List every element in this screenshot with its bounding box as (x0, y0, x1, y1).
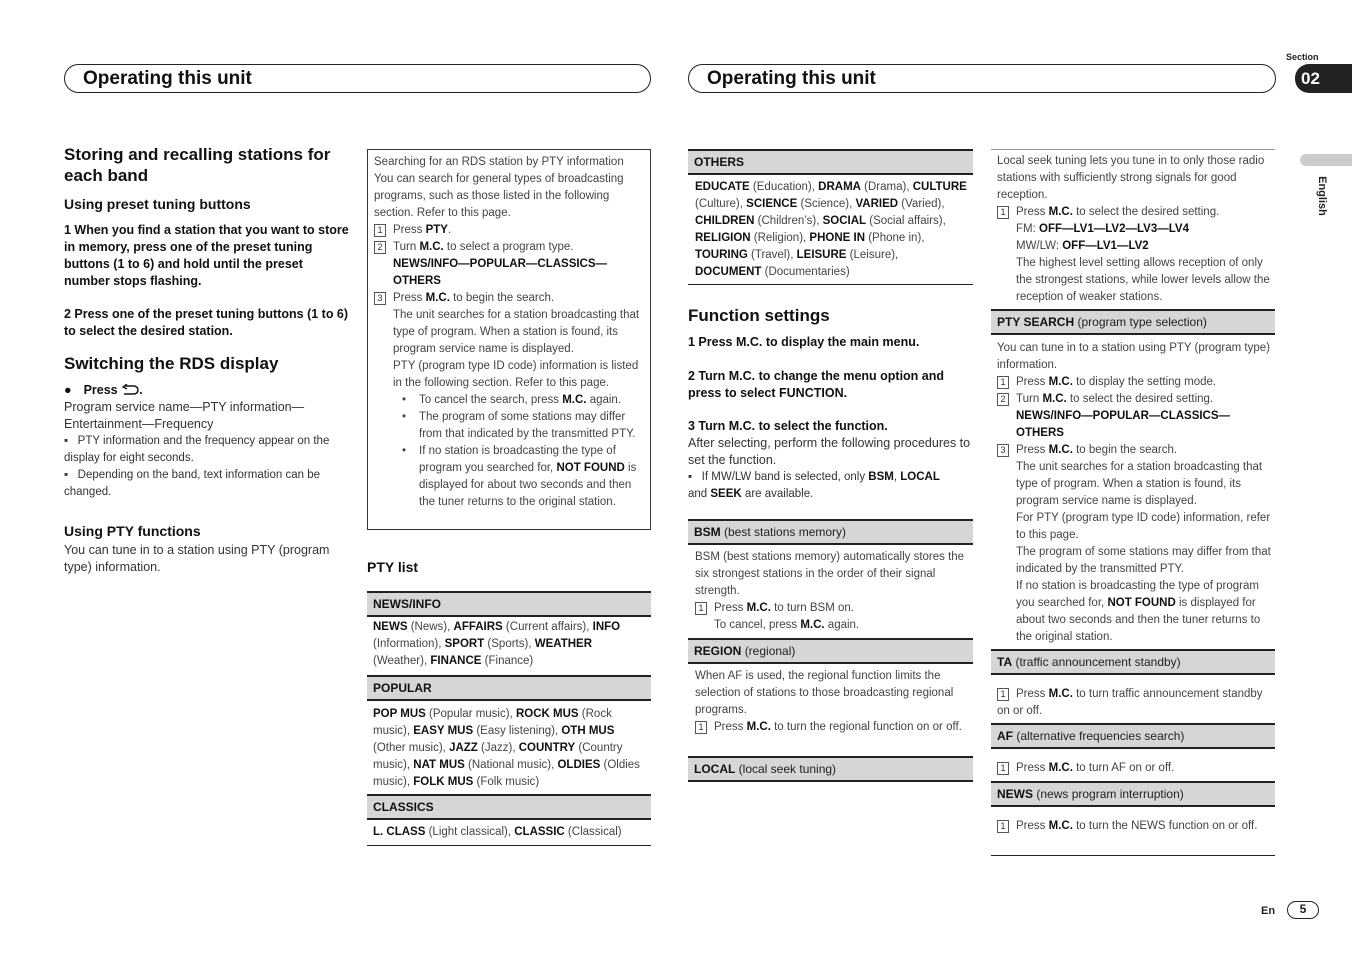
pty-news-list: NEWS (News), AFFAIRS (Current affairs), INFO (Information), SPORT (Sports), WEATHER (Weather), FINANCE (Finance) (373, 621, 621, 667)
box-step-3-desc: The unit searches for a station broadcasting that type of program. When a station is found, its program service name is displayed. (393, 309, 640, 355)
pty-description: Easy listening (480, 725, 552, 737)
pty-intro: You can tune in to a station using PTY (program type) information. (64, 543, 330, 574)
rds-sequence: Program service name—PTY information—Entertainment—Frequency (64, 400, 305, 431)
pty-description: News (414, 621, 444, 633)
local-section (997, 153, 1271, 306)
pty-code: RELIGION (695, 232, 751, 244)
step-1: 1 When you find a station that you want to store in memory, press one of the preset tuning buttons (1 to 6) and hold until the preset number stops flashing. (64, 223, 349, 288)
heading-storing: Storing and recalling stations for each band (64, 145, 331, 185)
pty-code: DRAMA (818, 181, 861, 193)
pty-code: SOCIAL (822, 215, 867, 227)
local-step-1: 1 Press M.C. to select the desired setting. (997, 204, 1271, 221)
func-step-2: 2 Turn M.C. to change the menu option and press to select FUNCTION. (688, 369, 945, 400)
pty-search-notfound: If no station is broadcasting the type of program you searched for, NOT FOUND is displayed for about two seconds and then the tuner returns to the original station. (1016, 580, 1261, 643)
rule (688, 284, 973, 285)
bsm-text: BSM (best stations memory) automatically stores the six strongest stations in the order of their signal strength. (695, 551, 965, 597)
bsm-section (695, 549, 967, 634)
table-head-pty-search: PTY SEARCH (program type selection) (991, 309, 1275, 335)
box-bullets (374, 392, 644, 511)
local-note: The highest level setting allows reception of only the strongest stations, while lower levels allow the reception of weaker stations. (1016, 257, 1270, 303)
pty-description: Sports (491, 638, 525, 650)
heading-preset: Using preset tuning buttons (64, 196, 251, 212)
rds-note-2: ▪ Depending on the band, text information can be changed. (64, 469, 320, 498)
pty-search-step-2: 2 Turn M.C. to select the desired setting. (997, 391, 1271, 408)
pty-code: PHONE IN (809, 232, 866, 244)
pty-popular-list: POP MUS (Popular music), ROCK MUS (Rock music), EASY MUS (Easy listening), OTH MUS (Other music), JAZZ (Jazz), COUNTRY (Country music), NAT MUS (National music), OLDIES (Oldies music), FOLK MUS (Folk music) (373, 708, 640, 788)
pty-description: Information (376, 638, 435, 650)
pty-code: L. CLASS (373, 826, 426, 838)
func-after: After selecting, perform the following procedures to set the function. (688, 436, 971, 467)
box-step-2: 2 Turn M.C. to select a program type. (374, 239, 644, 256)
local-fm: FM: OFF—LV1—LV2—LV3—LV4 (1016, 223, 1189, 235)
bullet-notfound: • If no station is broadcasting the type of program you searched for, NOT FOUND is displayed for about two seconds and then the tuner returns to the original station. (419, 443, 644, 511)
page-number: 5 (1287, 901, 1319, 919)
region-step-1: 1 Press M.C. to turn the regional function on or off. (695, 719, 967, 736)
pty-code: DOCUMENT (695, 266, 762, 278)
pty-description: Country music (373, 742, 623, 771)
table-head-news: NEWS/INFO (367, 591, 651, 617)
pty-description: Classical (571, 826, 618, 838)
pty-code: CULTURE (912, 181, 967, 193)
pty-description: Science (804, 198, 846, 210)
box-step-3: 3 Press M.C. to begin the search. (374, 290, 644, 307)
pty-description: Phone in (872, 232, 918, 244)
pty-search-desc: The unit searches for a station broadcasting that type of program. When a station is found, its program service name is displayed. (1016, 461, 1263, 507)
pty-description: Culture (698, 198, 736, 210)
news-step-1: 1 Press M.C. to turn the NEWS function on or off. (997, 818, 1271, 835)
pty-classics-list: L. CLASS (Light classical), CLASSIC (Classical) (373, 826, 622, 838)
pty-others-list: EDUCATE (Education), DRAMA (Drama), CULTURE (Culture), SCIENCE (Science), VARIED (Varied), CHILDREN (Children’s), SOCIAL (Social affairs), RELIGION (Religion), PHONE IN (Phone in), TOURING (Travel), LEISURE (Leisure), DOCUMENT (Documentaries) (695, 181, 967, 278)
pty-code: POP MUS (373, 708, 426, 720)
language-label: English (1316, 176, 1328, 216)
rule (991, 855, 1275, 856)
pty-description: Varied (905, 198, 938, 210)
func-note: ▪ If MW/LW band is selected, only BSM, LOCAL and SEEK are available. (688, 471, 940, 500)
display-return-icon (121, 384, 139, 395)
pty-code: NEWS (373, 621, 408, 633)
pty-description: Documentaries (768, 266, 846, 278)
pty-code: EASY MUS (413, 725, 474, 737)
rds-note-1: ▪ PTY information and the frequency appear on the display for eight seconds. (64, 435, 330, 464)
bullet-cancel: • To cancel the search, press M.C. again. (419, 392, 644, 409)
pty-code: CHILDREN (695, 215, 755, 227)
section-number: 02 (1295, 64, 1352, 93)
pty-description: Light classical (432, 826, 505, 838)
pty-code: SCIENCE (746, 198, 798, 210)
pty-code: LEISURE (796, 249, 847, 261)
pty-code: EDUCATE (695, 181, 750, 193)
pty-code: VARIED (855, 198, 899, 210)
pty-description: Social affairs (873, 215, 939, 227)
pty-description: Travel (754, 249, 787, 261)
region-text: When AF is used, the regional function limits the selection of stations to those broadcasting regional programs. (695, 670, 954, 716)
pty-code: FINANCE (430, 655, 482, 667)
box-step-3-ref: PTY (program type ID code) information is listed in the following section. Refer to this page. (393, 360, 639, 389)
pty-search-text: You can tune in to a station using PTY (program type) information. (997, 342, 1270, 371)
table-head-af: AF (alternative frequencies search) (991, 723, 1275, 749)
pty-description: Oldies music (373, 759, 640, 788)
heading-pty-functions: Using PTY functions (64, 523, 201, 539)
pty-description: Jazz (484, 742, 509, 754)
section-label: Section (1286, 52, 1319, 62)
pty-search-box (367, 149, 651, 530)
heading-rds: Switching the RDS display (64, 354, 279, 373)
pty-code: CLASSIC (514, 826, 565, 838)
pty-description: Folk music (480, 776, 536, 788)
pty-description: Religion (757, 232, 800, 244)
table-head-local: LOCAL (local seek tuning) (688, 756, 973, 782)
local-mw: MW/LW: OFF—LV1—LV2 (1016, 240, 1149, 252)
pty-description: Finance (488, 655, 530, 667)
right-header-title: Operating this unit (707, 68, 876, 89)
pty-code: AFFAIRS (453, 621, 503, 633)
pty-code: TOURING (695, 249, 748, 261)
bsm-cancel: To cancel, press M.C. again. (714, 619, 860, 631)
pty-code: JAZZ (449, 742, 478, 754)
step-2: 2 Press one of the preset tuning buttons (1 to 6) to select the desired station. (64, 307, 349, 338)
box-title: Searching for an RDS station by PTY information (374, 156, 624, 168)
bsm-step-1: 1 Press M.C. to turn BSM on. (695, 600, 967, 617)
pty-description: Education (756, 181, 808, 193)
pty-search-step-1: 1 Press M.C. to display the setting mode. (997, 374, 1271, 391)
rule (367, 845, 651, 846)
pty-description: Other music (376, 742, 439, 754)
right-header (688, 64, 1276, 93)
pty-code: COUNTRY (518, 742, 576, 754)
pty-description: Leisure (853, 249, 892, 261)
pty-code: WEATHER (534, 638, 593, 650)
pty-search-section (997, 340, 1271, 646)
af-step-1: 1 Press M.C. to turn AF on or off. (997, 760, 1271, 777)
pty-description: Drama (868, 181, 903, 193)
pty-search-step-3: 3 Press M.C. to begin the search. (997, 442, 1271, 459)
table-head-region: REGION (regional) (688, 638, 973, 664)
func-step-1: 1 Press M.C. to display the main menu. (688, 335, 920, 349)
pty-search-differ: The program of some stations may differ from that indicated by the transmitted PTY. (1016, 546, 1271, 575)
rule (991, 149, 1275, 150)
pty-description: Children’s (761, 215, 813, 227)
left-header-title: Operating this unit (83, 68, 252, 89)
box-step-2-options: NEWS/INFO—POPULAR—CLASSICS—OTHERS (393, 258, 608, 287)
left-header (64, 64, 651, 93)
pty-description: Weather (376, 655, 421, 667)
pty-code: FOLK MUS (413, 776, 474, 788)
pty-search-options: NEWS/INFO—POPULAR—CLASSICS—OTHERS (1016, 410, 1231, 439)
local-text: Local seek tuning lets you tune in to only those radio stations with sufficiently strong signals for good reception. (997, 155, 1265, 201)
heading-function: Function settings (688, 306, 830, 325)
language-tab (1300, 154, 1352, 166)
table-head-classics: CLASSICS (367, 794, 651, 820)
table-head-ta: TA (traffic announcement standby) (991, 649, 1275, 675)
pty-description: Current affairs (509, 621, 583, 633)
pty-search-ref: For PTY (program type ID code) information, refer to this page. (1016, 512, 1271, 541)
table-head-others: OTHERS (688, 149, 973, 175)
region-section (695, 668, 967, 736)
pty-description: Popular music (432, 708, 506, 720)
box-intro: You can search for general types of broadcasting programs, such as those listed in the following section. Refer to this page. (374, 173, 624, 219)
table-head-bsm: BSM (best stations memory) (688, 519, 973, 545)
heading-pty-list: PTY list (367, 559, 419, 575)
bullet-differ: • The program of some stations may differ from that indicated by the transmitted PTY. (419, 409, 644, 443)
pty-code: NAT MUS (413, 759, 465, 771)
pty-code: SPORT (444, 638, 485, 650)
ta-step-1: 1 Press M.C. to turn traffic announcement standby on or off. (997, 688, 1263, 717)
pty-description: National music (471, 759, 548, 771)
pty-code: OLDIES (557, 759, 601, 771)
pty-code: INFO (592, 621, 621, 633)
pty-code: ROCK MUS (515, 708, 579, 720)
pty-code: OTH MUS (561, 725, 615, 737)
func-step-3: 3 Turn M.C. to select the function. (688, 419, 888, 433)
table-head-popular: POPULAR (367, 675, 651, 701)
table-head-news-int: NEWS (news program interruption) (991, 781, 1275, 807)
pty-description: Rock music (373, 708, 612, 737)
function-settings (688, 305, 973, 503)
press-display: ● Press . (64, 383, 143, 397)
footer-lang: En (1261, 905, 1276, 917)
column-1 (64, 144, 349, 576)
box-step-1: 1 Press PTY. (374, 222, 644, 239)
